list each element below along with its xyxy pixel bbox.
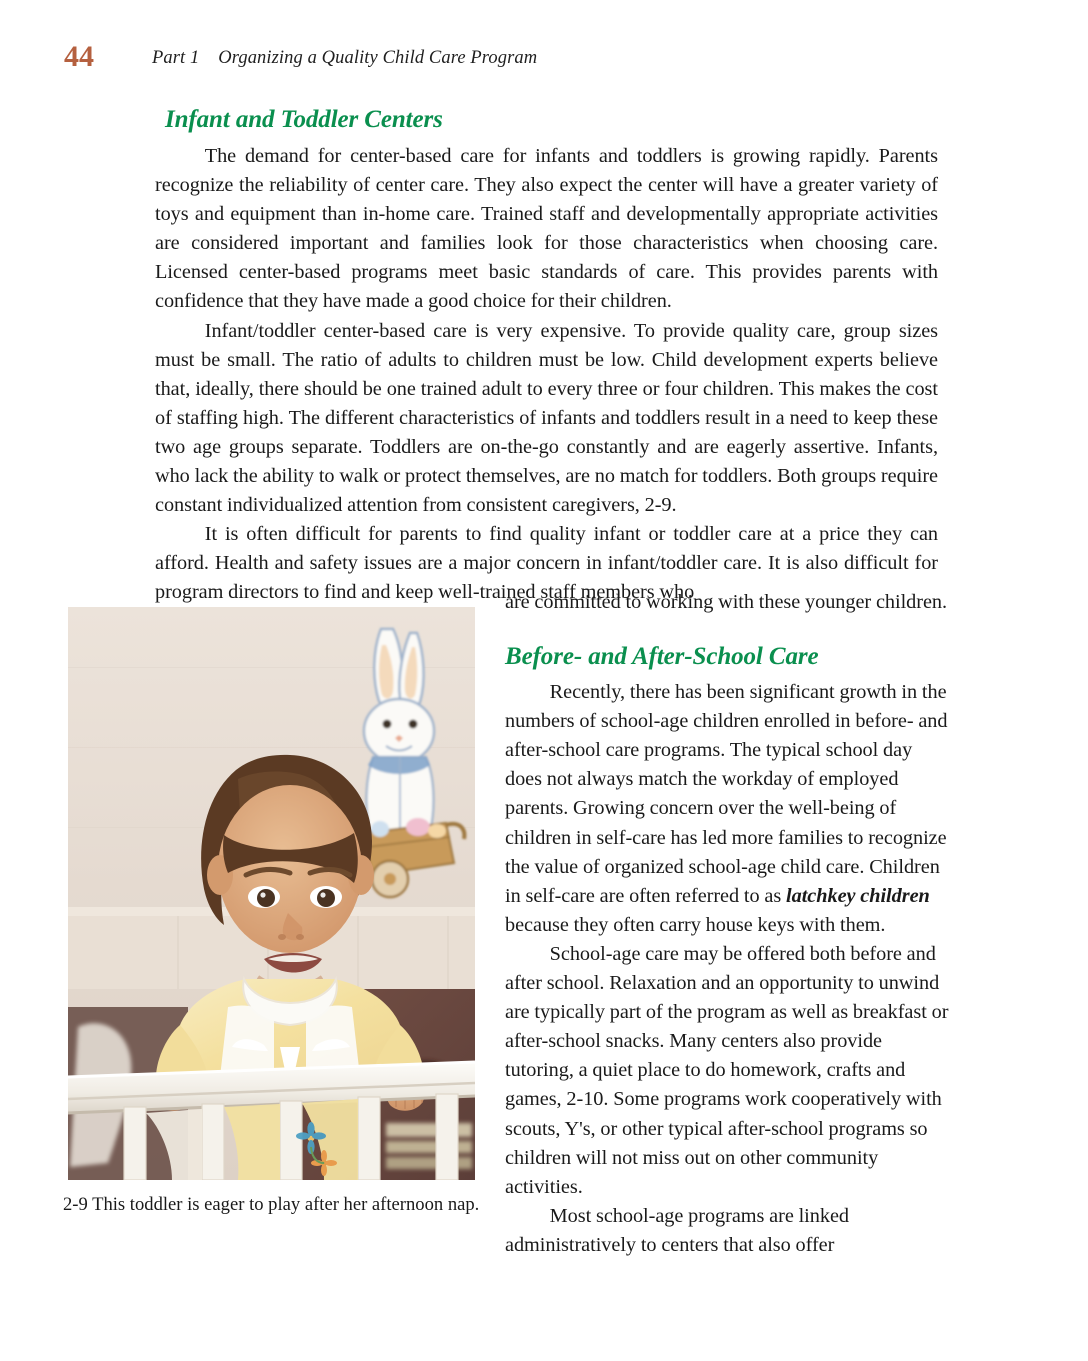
paragraph-latchkey-children	[505, 678, 953, 940]
paragraph-infant-toddler-expense: Infant/toddler center-based care is very expensive. To provide quality care, group sizes must be small. The ratio of adults to children must be low. Child development experts believe that, ideally, there should be one trained adult to every three or four children. This makes the cost of staffing high. The different characteristics of infants and toddlers result in a need to keep these two age groups separate. Toddlers are on-the-go constantly and are eagerly assertive. Infants, who lack the ability to walk or protect themselves, are no match for toddlers. Both groups require constant individualized attention from consistent caregivers, 2-9.	[155, 319, 938, 517]
latchkey-text-start: Recently, there has been significant growth in the numbers of school-age children enrolled in before- and after-school care programs. The typical school day does not always match the workday of employed parents. Growing concern over the well-being of children in self-care has led more families to recognize the value of organized school-age child care. Children in self-care are often referred to as	[505, 681, 948, 907]
paragraph-most-school-age-programs: Most school-age programs are linked administratively to centers that also offer	[505, 1204, 849, 1256]
paragraph-difficult-to-find-quality-care: It is often difficult for parents to find quality infant or toddler care at a price they can afford. Health and safety issues are a major concern in infant/toddler care. It is also difficult for program directors to find and keep well-trained staff members who	[155, 523, 938, 604]
heading-before-and-after-school-care: Before- and After-School Care	[505, 643, 819, 671]
toddler-in-crib-illustration	[68, 607, 475, 1180]
paragraph-school-age-care-offerings: School-age care may be offered both before and after school. Relaxation and an opportunity to unwind are typically part of the program as well as breakfast or after-school snacks. Many centers also provide tutoring, a quiet place to do homework, crafts and games, 2-10. Some programs work cooperatively with scouts, Y's, or other typical after-school programs so children will not miss out on other community activities.	[505, 942, 949, 1198]
term-latchkey-children: latchkey children	[786, 884, 930, 907]
main-text-column	[155, 105, 938, 608]
paragraph-demand-for-center-based-care: The demand for center-based care for infants and toddlers is growing rapidly. Parents recognize the reliability of center care. They also expect the center will have a greater variety of toys and equipment than in-home care. Trained staff and developmentally appropriate activities are considered important and families look for those characteristics when choosing care. Licensed center-based programs meet basic standards of care. This provides parents with confidence that they have made a good choice for their children.	[155, 145, 938, 313]
secondary-text-column	[505, 588, 953, 1260]
running-head	[64, 40, 964, 80]
heading-infant-and-toddler-centers: Infant and Toddler Centers	[165, 106, 443, 133]
figure-2-9-photo	[68, 607, 475, 1180]
latchkey-text-end: because they often carry house keys with them.	[505, 913, 886, 936]
page-number: 44	[64, 40, 94, 73]
figure-caption: 2-9 This toddler is eager to play after her afternoon nap.	[63, 1194, 480, 1215]
running-head-title: Part 1 Organizing a Quality Child Care Program	[152, 48, 538, 68]
paragraph-continuation-younger-children: are committed to working with these younger children.	[505, 591, 948, 613]
